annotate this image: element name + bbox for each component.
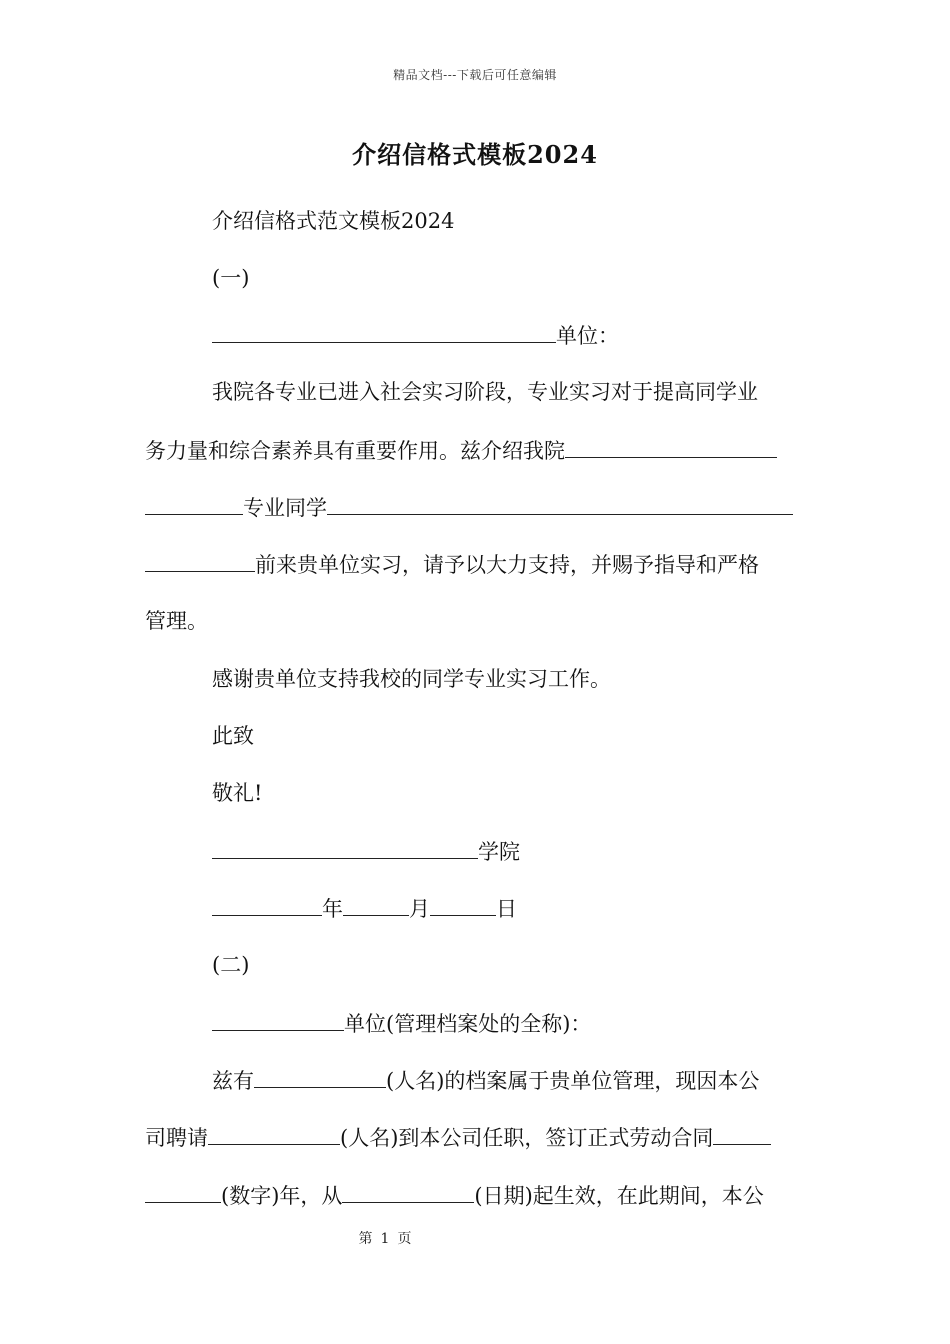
paragraph-text: (人名)的档案属于贵单位管理，现因本公 xyxy=(386,1069,760,1093)
paragraph-text: (日期)起生效，在此期间，本公 xyxy=(474,1184,764,1208)
page-number: 1 xyxy=(380,1231,390,1247)
blank-field xyxy=(145,549,255,572)
blank-field xyxy=(212,836,478,859)
blank-field xyxy=(145,1180,221,1203)
addressee-suffix: 单位： xyxy=(556,324,619,348)
blank-field xyxy=(212,1008,344,1031)
closing-line: 此致 xyxy=(212,724,254,748)
paragraph-line xyxy=(145,1122,771,1153)
blank-field xyxy=(342,1180,474,1203)
blank-field xyxy=(713,1122,771,1145)
date-month: 月 xyxy=(409,897,430,921)
section-label-2: (二) xyxy=(212,953,250,977)
blank-field xyxy=(327,492,793,515)
blank-field xyxy=(208,1122,340,1145)
blank-field xyxy=(430,893,496,916)
date-day: 日 xyxy=(496,897,517,921)
page-header: 精品文档---下载后可任意编辑 xyxy=(393,68,557,82)
paragraph-text: 司聘请 xyxy=(145,1126,208,1150)
section-label-1: (一) xyxy=(212,266,250,290)
paragraph-text: 务力量和综合素养具有重要作用。兹介绍我院 xyxy=(145,439,565,463)
signature-line xyxy=(212,836,520,867)
document-subtitle: 介绍信格式范文模板2024 xyxy=(212,209,455,233)
document-title: 介绍信格式模板2024 xyxy=(352,140,598,169)
page-suffix: 页 xyxy=(397,1231,412,1247)
closing-line: 敬礼! xyxy=(212,781,263,805)
paragraph-line xyxy=(145,435,777,466)
paragraph-text: 前来贵单位实习，请予以大力支持，并赐予指导和严格 xyxy=(255,553,759,577)
paragraph-text: 兹有 xyxy=(212,1069,254,1093)
page-prefix: 第 xyxy=(358,1231,373,1247)
paragraph-line xyxy=(145,549,759,580)
date-line xyxy=(212,893,517,924)
thanks-line: 感谢贵单位支持我校的同学专业实习工作。 xyxy=(212,667,611,691)
blank-field xyxy=(145,492,243,515)
paragraph-line: 我院各专业已进入社会实习阶段，专业实习对于提高同学业 xyxy=(212,380,758,404)
blank-field xyxy=(212,893,322,916)
addressee-line-1 xyxy=(212,320,619,351)
blank-field xyxy=(254,1065,386,1088)
school-suffix: 学院 xyxy=(478,840,520,864)
paragraph-line xyxy=(212,1065,759,1096)
paragraph-text: 专业同学 xyxy=(243,496,327,520)
addressee-line-2 xyxy=(212,1008,591,1039)
paragraph-line xyxy=(145,492,793,523)
paragraph-text: (人名)到本公司任职，签订正式劳动合同 xyxy=(340,1126,714,1150)
date-year: 年 xyxy=(322,897,343,921)
blank-field xyxy=(565,435,777,458)
addressee-suffix: 单位(管理档案处的全称)： xyxy=(344,1012,592,1036)
blank-field xyxy=(212,320,556,343)
page-footer xyxy=(0,1228,770,1248)
paragraph-line: 管理。 xyxy=(145,609,208,633)
paragraph-text: (数字)年，从 xyxy=(221,1184,343,1208)
blank-field xyxy=(343,893,409,916)
paragraph-line xyxy=(145,1180,764,1211)
